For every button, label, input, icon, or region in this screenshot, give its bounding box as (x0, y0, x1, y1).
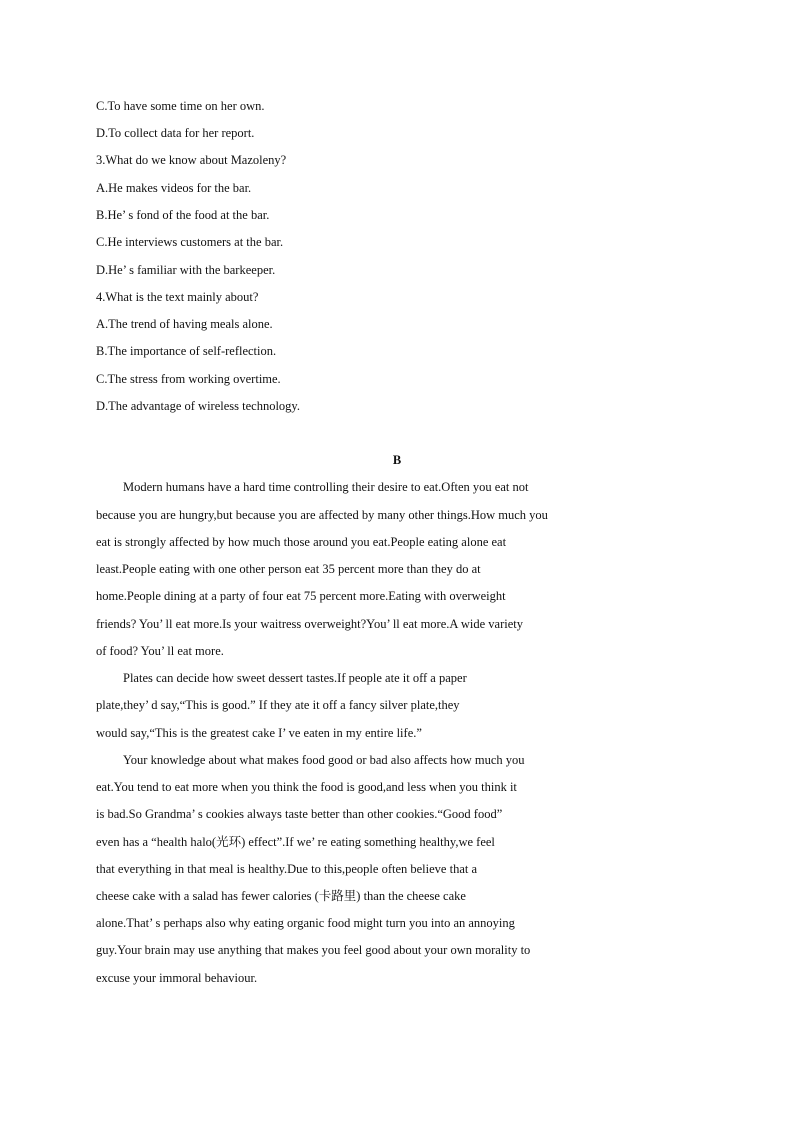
passage-line: guy.Your brain may use anything that makes you feel good about your own morality to (96, 943, 531, 957)
option-line: D.The advantage of wireless technology. (96, 399, 300, 413)
option-line: C.The stress from working overtime. (96, 372, 281, 386)
option-line: C.To have some time on her own. (96, 99, 265, 113)
passage-line: plate,they’ d say,“This is good.” If they ate it off a fancy silver plate,they (96, 698, 460, 712)
passage-line: eat is strongly affected by how much those around you eat.People eating alone eat (96, 535, 507, 549)
section-heading: B (392, 453, 402, 467)
passage-line: Plates can decide how sweet dessert tastes.If people ate it off a paper (123, 671, 467, 685)
question-line: 4.What is the text mainly about? (96, 290, 259, 304)
option-line: A.He makes videos for the bar. (96, 181, 252, 195)
option-line: C.He interviews customers at the bar. (96, 235, 284, 249)
passage-line: friends? You’ ll eat more.Is your waitress overweight?You’ ll eat more.A wide variety (96, 617, 523, 631)
passage-line: excuse your immoral behaviour. (96, 971, 258, 985)
passage-line: because you are hungry,but because you are affected by many other things.How much you (96, 508, 548, 522)
passage-line: of food? You’ ll eat more. (96, 644, 224, 658)
passage-line: even has a “health halo(光环) effect”.If we’ re eating something healthy,we feel (96, 835, 495, 849)
question-line: 3.What do we know about Mazoleny? (96, 153, 287, 167)
option-line: D.He’ s familiar with the barkeeper. (96, 263, 276, 277)
option-line: A.The trend of having meals alone. (96, 317, 273, 331)
option-line: B.He’ s fond of the food at the bar. (96, 208, 270, 222)
passage-line: Your knowledge about what makes food good or bad also affects how much you (123, 753, 525, 767)
passage-line: that everything in that meal is healthy.Due to this,people often believe that a (96, 862, 478, 876)
passage-line: home.People dining at a party of four eat 75 percent more.Eating with overweight (96, 589, 506, 603)
passage-line: alone.That’ s perhaps also why eating organic food might turn you into an annoying (96, 916, 515, 930)
passage-line: would say,“This is the greatest cake I’ ve eaten in my entire life.” (96, 726, 422, 740)
option-line: B.The importance of self-reflection. (96, 344, 277, 358)
passage-line: least.People eating with one other person eat 35 percent more than they do at (96, 562, 481, 576)
option-line: D.To collect data for her report. (96, 126, 255, 140)
passage-line: Modern humans have a hard time controlling their desire to eat.Often you eat not (123, 480, 529, 494)
passage-line: eat.You tend to eat more when you think the food is good,and less when you think it (96, 780, 517, 794)
passage-line: cheese cake with a salad has fewer calories (卡路里) than the cheese cake (96, 889, 466, 903)
passage-line: is bad.So Grandma’ s cookies always taste better than other cookies.“Good food” (96, 807, 503, 821)
